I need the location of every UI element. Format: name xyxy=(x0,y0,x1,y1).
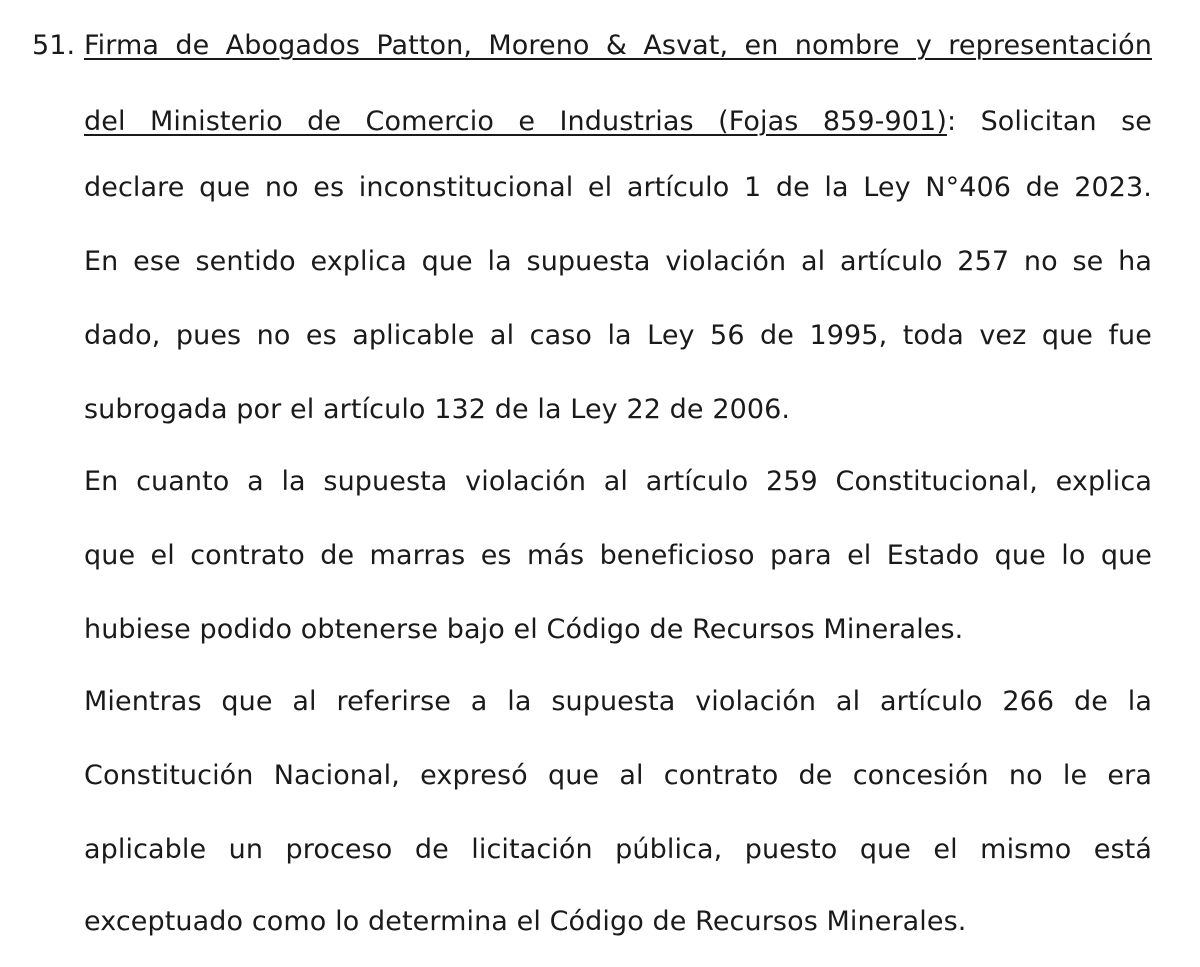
paragraph-line: que el contrato de marras es más beneficioso para el Estado que lo que xyxy=(84,540,1152,571)
paragraph-line: exceptuado como lo determina el Código de Recursos Minerales. xyxy=(84,906,967,937)
paragraph-line: En cuanto a la supuesta violación al artículo 259 Constitucional, explica xyxy=(84,466,1152,497)
paragraph-line: dado, pues no es aplicable al caso la Ley 56 de 1995, toda vez que fue xyxy=(84,320,1152,351)
heading-underlined-text-1: Firma de Abogados Patton, Moreno & Asvat, en nombre y representación xyxy=(84,30,1152,61)
paragraph-line: declare que no es inconstitucional el artículo 1 de la Ley N°406 de 2023. xyxy=(84,172,1152,203)
heading-line-2-rest: : Solicitan se xyxy=(946,106,1153,137)
paragraph-line: hubiese podido obtenerse bajo el Código de Recursos Minerales. xyxy=(84,614,964,645)
paragraph-line: Mientras que al referirse a la supuesta violación al artículo 266 de la xyxy=(84,686,1152,717)
paragraph-line: subrogada por el artículo 132 de la Ley 22 de 2006. xyxy=(84,394,791,425)
heading-underlined-text-2: del Ministerio de Comercio e Industrias (Fojas 859-901) xyxy=(84,106,947,137)
paragraph-line: Constitución Nacional, expresó que al contrato de concesión no le era xyxy=(84,760,1152,791)
paragraph-line: En ese sentido explica que la supuesta violación al artículo 257 no se ha xyxy=(84,246,1152,277)
heading-line-2 xyxy=(84,104,1152,140)
paragraph-line: aplicable un proceso de licitación pública, puesto que el mismo está xyxy=(84,834,1152,865)
heading-line-1 xyxy=(84,28,1152,64)
item-number: 51. xyxy=(32,30,76,61)
